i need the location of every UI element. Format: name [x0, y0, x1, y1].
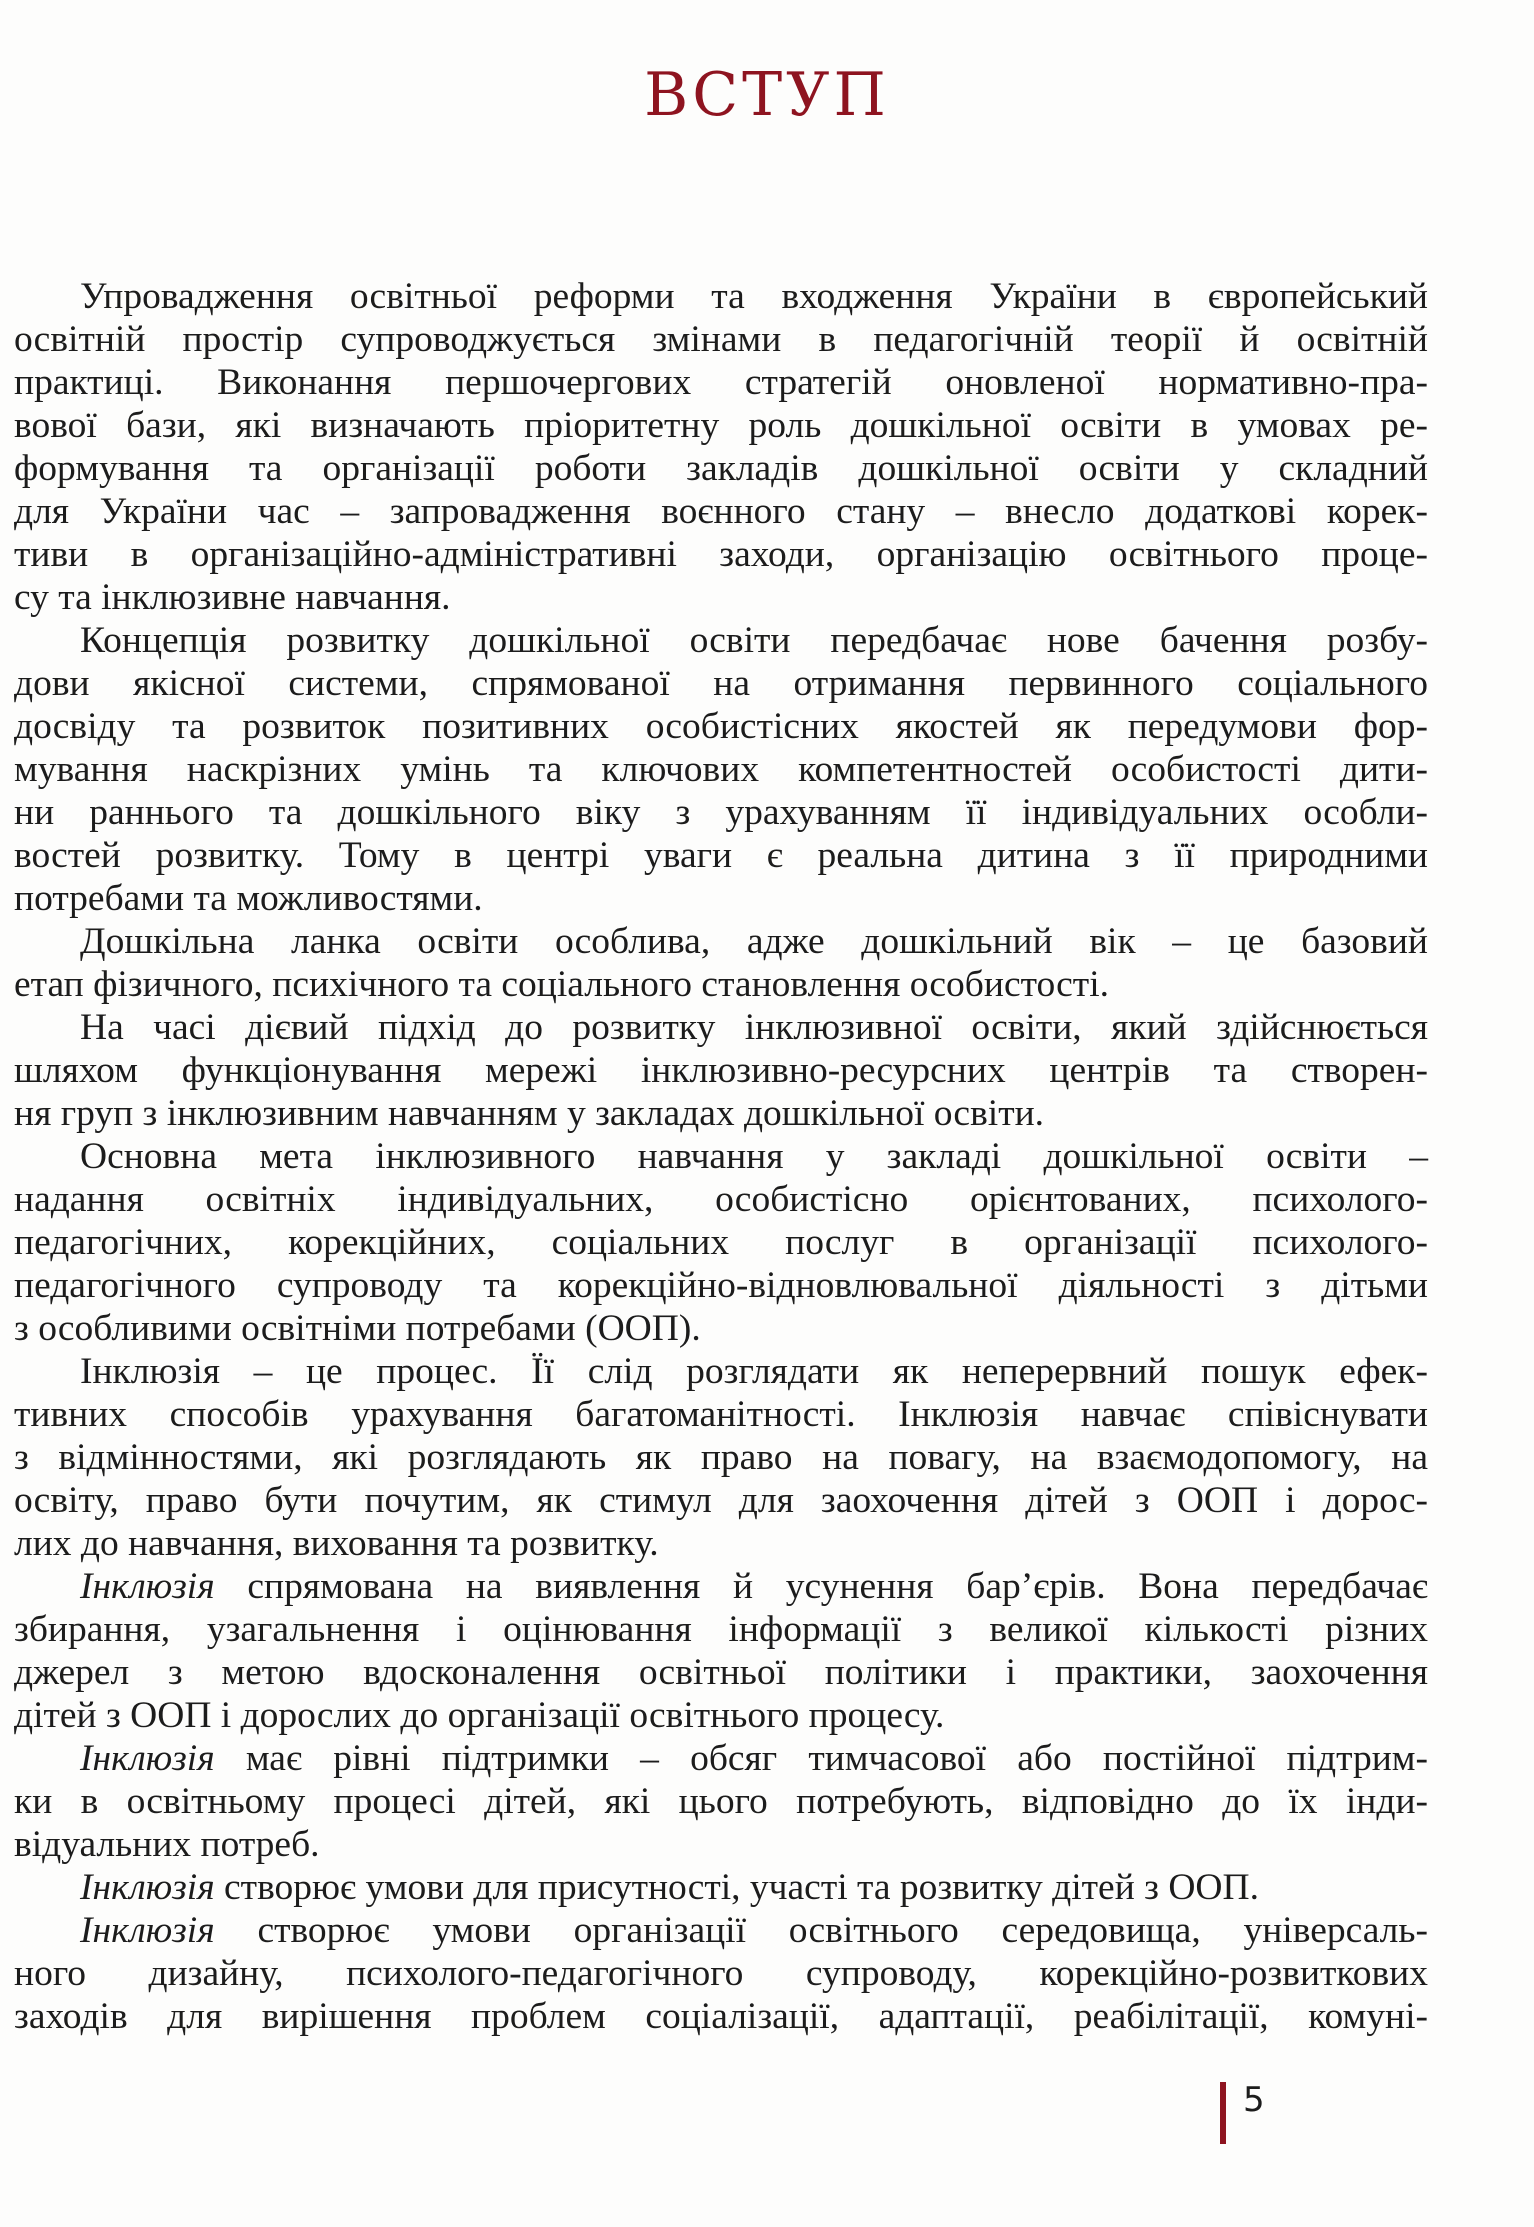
emphasis-term: Інклюзія: [80, 1566, 215, 1607]
emphasis-term: Інклюзія: [80, 1738, 215, 1779]
text-line: [14, 1866, 1428, 1909]
text-line: [14, 404, 1428, 447]
text-line: [14, 1307, 1428, 1350]
text-line-content: має рівні підтримки – обсяг тимчасової або постійної підтрим-: [214, 1738, 1428, 1779]
text-line: [14, 1092, 1428, 1135]
text-line-content: практиці. Виконання першочергових стратегій оновленої нормативно-пра-: [14, 362, 1428, 403]
text-line-content: потребами та можливостями.: [14, 878, 483, 919]
text-line: [14, 1522, 1428, 1565]
text-line: [14, 1651, 1428, 1694]
text-line: [14, 1264, 1428, 1307]
text-line-content: з особливими освітніми потребами (ООП).: [14, 1308, 701, 1349]
text-line: [14, 1823, 1428, 1866]
text-line: [14, 533, 1428, 576]
text-line: [14, 963, 1428, 1006]
text-line: [14, 1995, 1428, 2038]
text-line: [14, 1436, 1428, 1479]
text-line: [14, 1565, 1428, 1608]
text-line-content: ки в освітньому процесі дітей, які цього потребують, відповідно до їх інди-: [14, 1781, 1428, 1822]
text-line: [14, 1135, 1428, 1178]
text-line-content: На часі дієвий підхід до розвитку інклюзивної освіти, який здійснюється: [80, 1007, 1428, 1048]
text-line: [14, 1737, 1428, 1780]
text-line-content: ного дизайну, психолого-педагогічного супроводу, корекційно-розвиткових: [14, 1953, 1428, 1994]
text-line-content: формування та організації роботи закладів дошкільної освіти у складний: [14, 448, 1428, 489]
text-line-content: досвіду та розвиток позитивних особистісних якостей як передумови фор-: [14, 706, 1428, 747]
text-line-content: Інклюзія – це процес. Її слід розглядати як неперервний пошук ефек-: [80, 1351, 1428, 1392]
emphasis-term: Інклюзія: [80, 1910, 215, 1951]
text-line-content: ня груп з інклюзивним навчанням у закладах дошкільної освіти.: [14, 1093, 1045, 1134]
text-line: [14, 1221, 1428, 1264]
text-line-content: джерел з метою вдосконалення освітньої політики і практики, заохочення: [14, 1652, 1428, 1693]
text-line-content: створює умови для присутності, участі та розвитку дітей з ООП.: [214, 1867, 1259, 1908]
text-line-content: мування наскрізних умінь та ключових компетентностей особистості дити-: [14, 749, 1428, 790]
text-line: [14, 1479, 1428, 1522]
text-line: [14, 1780, 1428, 1823]
text-line-content: створює умови організації освітнього середовища, універсаль-: [214, 1910, 1428, 1951]
text-line-content: шляхом функціонування мережі інклюзивно-ресурсних центрів та створен-: [14, 1050, 1428, 1091]
text-line-content: спрямована на виявлення й усунення бар’єрів. Вона передбачає: [214, 1566, 1428, 1607]
text-line-content: відуальних потреб.: [14, 1824, 320, 1865]
text-line: [14, 275, 1428, 318]
text-line: [14, 576, 1428, 619]
text-line: [14, 1694, 1428, 1737]
text-line: [14, 1909, 1428, 1952]
text-line: [14, 748, 1428, 791]
text-line: [14, 1049, 1428, 1092]
text-line-content: су та інклюзивне навчання.: [14, 577, 451, 618]
text-line-content: Упровадження освітньої реформи та входження України в європейський: [80, 276, 1428, 317]
text-line: [14, 920, 1428, 963]
text-line-content: востей розвитку. Тому в центрі уваги є реальна дитина з її природними: [14, 835, 1428, 876]
text-line: [14, 834, 1428, 877]
text-line-content: ни раннього та дошкільного віку з урахуванням її індивідуальних особли-: [14, 792, 1428, 833]
text-line: [14, 791, 1428, 834]
text-line-content: педагогічних, корекційних, соціальних послуг в організації психолого-: [14, 1222, 1428, 1263]
page-number: 5: [1243, 2080, 1265, 2120]
text-line: [14, 1952, 1428, 1995]
text-line-content: вової бази, які визначають пріоритетну роль дошкільної освіти в умовах ре-: [14, 405, 1428, 446]
text-line: [14, 705, 1428, 748]
text-line-content: тивних способів урахування багатоманітності. Інклюзія навчає співіснувати: [14, 1394, 1428, 1435]
text-line-content: надання освітніх індивідуальних, особистісно орієнтованих, психолого-: [14, 1179, 1428, 1220]
text-line-content: збирання, узагальнення і оцінювання інформації з великої кількості різних: [14, 1609, 1428, 1650]
page-title: ВСТУП: [644, 60, 890, 130]
page-number-marker: [1220, 2082, 1226, 2144]
text-line-content: освіту, право бути почутим, як стимул для заохочення дітей з ООП і дорос-: [14, 1480, 1428, 1521]
text-line-content: педагогічного супроводу та корекційно-відновлювальної діяльності з дітьми: [14, 1265, 1428, 1306]
text-line: [14, 662, 1428, 705]
body-text: [14, 275, 1428, 2038]
text-line: [14, 1178, 1428, 1221]
text-line: [14, 1393, 1428, 1436]
text-line-content: для України час – запровадження воєнного стану – внесло додаткові корек-: [14, 491, 1428, 532]
text-line-content: Основна мета інклюзивного навчання у закладі дошкільної освіти –: [80, 1136, 1428, 1177]
text-line: [14, 447, 1428, 490]
text-line: [14, 490, 1428, 533]
text-line-content: Концепція розвитку дошкільної освіти передбачає нове бачення розбу-: [80, 620, 1428, 661]
text-line-content: Дошкільна ланка освіти особлива, адже дошкільний вік – це базовий: [80, 921, 1428, 962]
text-line-content: етап фізичного, психічного та соціального становлення особистості.: [14, 964, 1109, 1005]
text-line-content: тиви в організаційно-адміністративні заходи, організацію освітнього проце-: [14, 534, 1428, 575]
text-line: [14, 1350, 1428, 1393]
text-line: [14, 1608, 1428, 1651]
emphasis-term: Інклюзія: [80, 1867, 215, 1908]
text-line-content: заходів для вирішення проблем соціалізації, адаптації, реабілітації, комуні-: [14, 1996, 1428, 2037]
text-line-content: дітей з ООП і дорослих до організації освітнього процесу.: [14, 1695, 945, 1736]
text-line-content: лих до навчання, виховання та розвитку.: [14, 1523, 659, 1564]
text-line: [14, 619, 1428, 662]
text-line-content: з відмінностями, які розглядають як право на повагу, на взаємодопомогу, на: [14, 1437, 1428, 1478]
text-line-content: освітній простір супроводжується змінами в педагогічній теорії й освітній: [14, 319, 1428, 360]
text-line: [14, 1006, 1428, 1049]
text-line: [14, 318, 1428, 361]
text-line: [14, 877, 1428, 920]
text-line-content: дови якісної системи, спрямованої на отримання первинного соціального: [14, 663, 1428, 704]
text-line: [14, 361, 1428, 404]
